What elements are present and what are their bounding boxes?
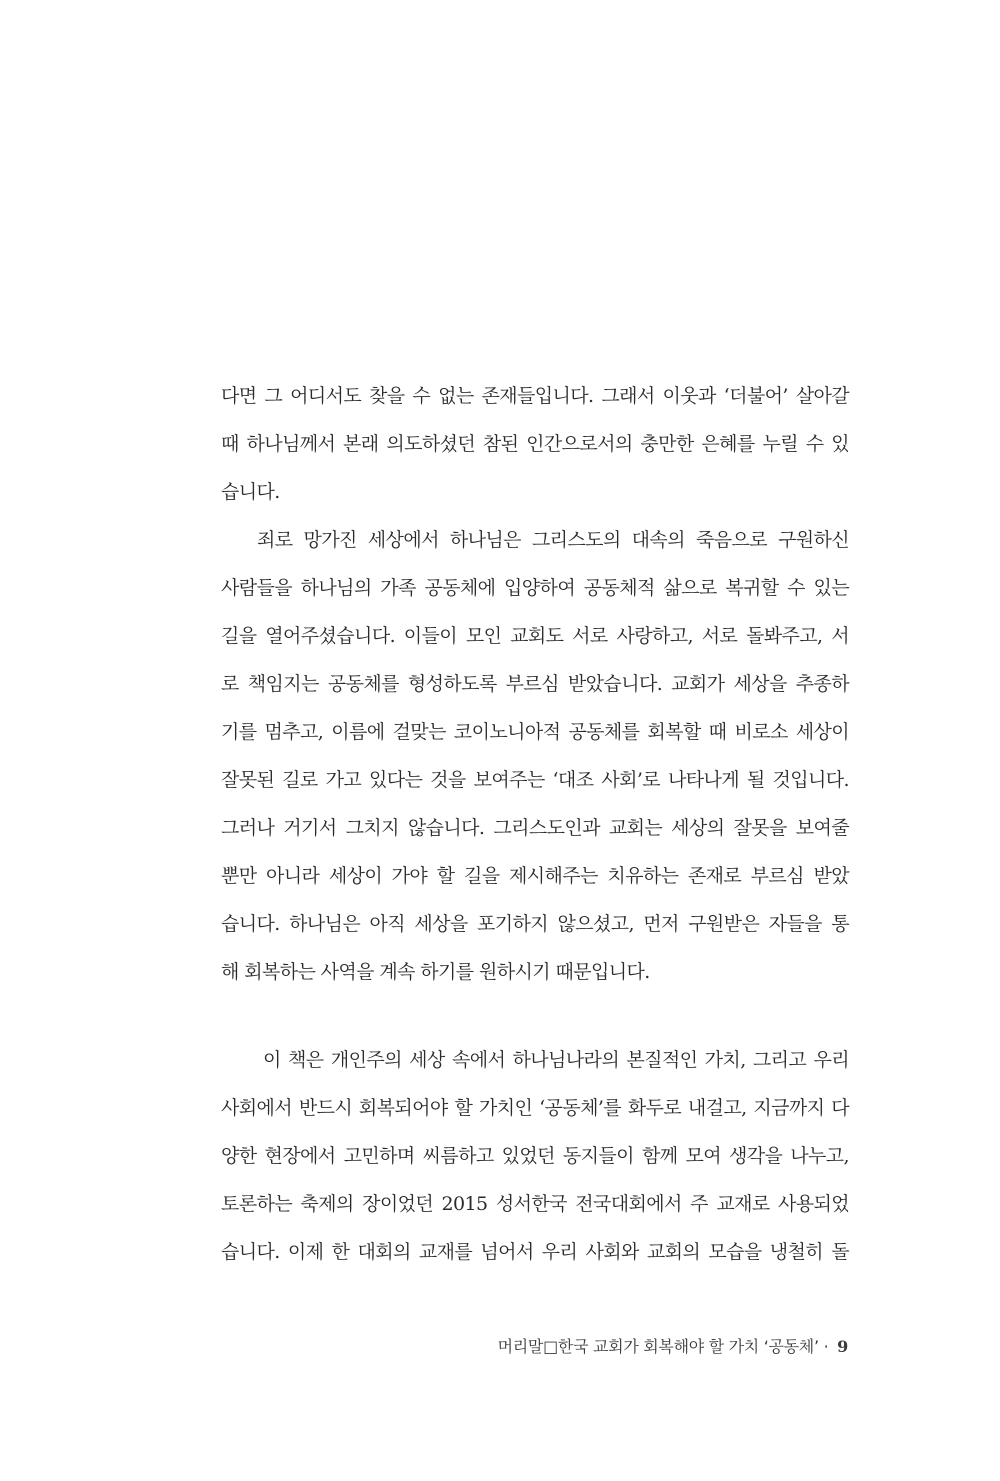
paragraph-3 — [221, 1036, 849, 1276]
paragraph-2 — [221, 516, 849, 996]
text-line: 토론하는 축제의 장이었던 2015 성서한국 전국대회에서 주 교재로 사용되었 — [221, 1193, 849, 1215]
text-line: 사람들을 하나님의 가족 공동체에 입양하여 공동체적 삶으로 복귀할 수 있는 — [221, 577, 849, 599]
text-line: 다면 그 어디서도 찾을 수 없는 존재들입니다. 그래서 이웃과 ‘더불어’ 살아갈 — [221, 385, 849, 407]
page-body — [221, 372, 849, 1276]
text-line: 잘못된 길로 가고 있다는 것을 보여주는 ‘대조 사회’로 나타나게 될 것입니다. — [221, 769, 849, 791]
text-line: 사회에서 반드시 회복되어야 할 가치인 ‘공동체’를 화두로 내걸고, 지금까지 다 — [221, 1097, 849, 1119]
paragraph-spacer — [221, 996, 849, 1036]
text-line: 습니다. — [221, 481, 280, 503]
paragraph-1 — [221, 372, 849, 516]
text-line: 죄로 망가진 세상에서 하나님은 그리스도의 대속의 죽음으로 구원하신 — [257, 529, 849, 551]
page-number: 9 — [837, 1337, 848, 1356]
footer-separator: · — [823, 1337, 829, 1356]
text-line: 이 책은 개인주의 세상 속에서 하나님나라의 본질적인 가치, 그리고 우리 — [263, 1049, 849, 1071]
text-line: 길을 열어주셨습니다. 이들이 모인 교회도 서로 사랑하고, 서로 돌봐주고, 서 — [221, 625, 849, 647]
text-line: 양한 현장에서 고민하며 씨름하고 있었던 동지들이 함께 모여 생각을 나누고, — [221, 1145, 849, 1167]
text-line: 뿐만 아니라 세상이 가야 할 길을 제시해주는 치유하는 존재로 부르심 받았 — [221, 865, 849, 887]
page-footer — [498, 1334, 848, 1357]
text-line: 때 하나님께서 본래 의도하셨던 참된 인간으로서의 충만한 은혜를 누릴 수 있 — [221, 433, 849, 455]
text-line: 로 책임지는 공동체를 형성하도록 부르심 받았습니다. 교회가 세상을 추종하 — [221, 673, 849, 695]
text-line: 해 회복하는 사역을 계속 하기를 원하시기 때문입니다. — [221, 961, 650, 983]
text-line: 기를 멈추고, 이름에 걸맞는 코이노니아적 공동체를 회복할 때 비로소 세상이 — [221, 721, 849, 743]
text-line: 그러나 거기서 그치지 않습니다. 그리스도인과 교회는 세상의 잘못을 보여줄 — [221, 817, 849, 839]
running-title: 머리말□한국 교회가 회복해야 할 가치 ‘공동체’ — [497, 1337, 819, 1356]
text-line: 습니다. 하나님은 아직 세상을 포기하지 않으셨고, 먼저 구원받은 자들을 통 — [221, 913, 849, 935]
text-line: 습니다. 이제 한 대회의 교재를 넘어서 우리 사회와 교회의 모습을 냉철히 돌 — [221, 1241, 849, 1263]
